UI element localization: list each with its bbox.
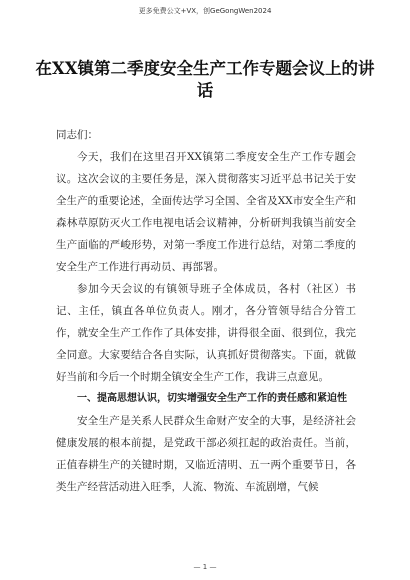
document-title: 在XX镇第二季度安全生产工作专题会议上的讲话 [35,59,375,100]
section-heading: 一、提高思想认识，切实增强安全生产工作的责任感和紧迫性 [77,393,347,404]
paragraph-3: 安全生产是关系人民群众生命财产安全的大事，是经济社会健康发展的根本前提，是党政干部必须扛起的政治责任。当前，正值春耕生产的关键时期，又临近清明、五一两个重要节日，各类生产经营活动进入旺季，人流、物流、车流剧增，气候 [56,415,356,493]
paragraph-1: 今天，我们在这里召开XX镇第二季度安全生产工作专题会议。这次会议的主要任务是，深入贯彻落实习近平总书记关于安全生产的重要论述，全面传达学习全国、全省及XX市安全生产和森林草原防灭火工作电视电话会议精神，分析研判我镇当前安全生产面临的严峻形势，对第一季度工作进行总结，对第二季度的安全生产工作进行再动员、再部署。 [56,151,356,273]
salutation: 同志们： [56,129,98,141]
page-number: — 1 — [193,563,217,571]
document-body [56,124,356,498]
paragraph-2: 参加今天会议的有镇领导班子全体成员，各村（社区）书记、主任，镇直各单位负责人。刚才，各分管领导结合分管工作，就安全生产工作作了具体安排，讲得很全面、很到位，我完全同意。大家要结合各自实际，认真抓好贯彻落实。下面，就做好当前和今后一个时期全镇安全生产工作，我讲三点意见。 [56,283,356,383]
header-note: 更多免费公文+VX，创GeGongWen2024 [138,7,272,15]
